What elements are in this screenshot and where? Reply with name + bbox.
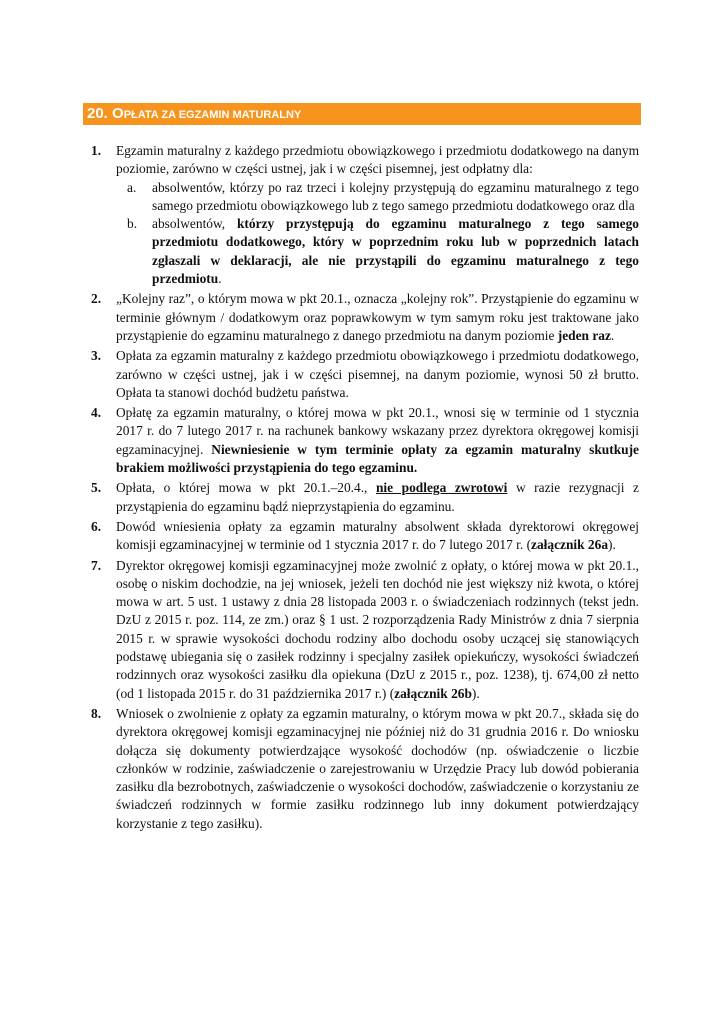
item-number: 4. — [91, 405, 102, 421]
item-number: 6. — [91, 518, 102, 534]
item-body — [116, 142, 639, 288]
sub-item-b — [116, 215, 639, 288]
bold-segment: jeden raz — [557, 327, 611, 343]
item-number: 8. — [91, 705, 102, 721]
text-segment: Opłata, o której mowa w pkt 20.1.–20.4., — [116, 480, 376, 496]
item-body — [116, 404, 639, 477]
text-segment: . — [610, 327, 615, 343]
text-segment: ). — [608, 537, 616, 553]
section-content — [91, 142, 639, 835]
list-item-8 — [91, 705, 639, 833]
item-body — [116, 479, 639, 516]
item-number: 7. — [91, 557, 102, 573]
item-body — [116, 518, 639, 555]
item-body: Opłata za egzamin maturalny z każdego przedmiotu obowiązkowego i przedmiotu dodatkowego, zarówno w części ustnej, jak i w części pisemnej, na danym poziomie, wynosi 50 zł brutto. Opłata ta stanowi dochód budżetu państwa. — [116, 348, 639, 400]
section-number: 20. — [87, 105, 108, 122]
text-segment: Opłatę za egzamin maturalny, o której mowa w pkt 20.1., wnosi się w terminie od 1 stycznia 2017 r. do 7 lutego 2017 r. na rachunek bankowy wskazany przez dyrektora okręgowej komisji egzaminacyjnej. — [116, 405, 639, 457]
sub-item-text: absolwentów, którzy po raz trzeci i kolejny przystępują do egzaminu maturalnego z tego samego przedmiotu obowiązkowego lub z tego samego przedmiotu dodatkowego oraz dla — [152, 179, 639, 213]
item-number: 3. — [91, 348, 102, 364]
text-segment: Dowód wniesienia opłaty za egzamin maturalny absolwent składa dyrektorowi okręgowej komisji egzaminacyjnej w terminie od 1 stycznia 2017 r. do 7 lutego 2017 r. ( — [116, 518, 639, 553]
list-item-6 — [91, 518, 639, 555]
sub-item-a — [116, 179, 639, 216]
bold-segment: którzy przystępują do egzaminu maturalnego z tego samego przedmiotu dodatkowego, który w poprzednim roku lub w poprzednich latach zgłaszali w deklaracji, ale nie przystąpili do egzaminu maturalnego z tego przedmiotu — [152, 216, 639, 287]
list-item-5 — [91, 479, 639, 516]
sub-item-text — [152, 215, 639, 288]
list-item-7 — [91, 557, 639, 703]
item-number: 2. — [91, 291, 102, 307]
text-segment: „Kolejny raz”, o którym mowa w pkt 20.1., oznacza „kolejny rok”. Przystąpienie do egzaminu w terminie głównym / dodatkowym oraz poprawkowym w tym samym roku jest traktowane jako przystąpienie do egzaminu maturalnego z danego przedmiotu na danym poziomie — [116, 291, 639, 343]
item-number: 5. — [91, 480, 102, 496]
section-title-rest: PŁATA ZA EGZAMIN MATURALNY — [123, 109, 302, 121]
section-title-initial: O — [112, 105, 124, 122]
bold-segment: Niewniesienie w tym terminie opłaty za egzamin maturalny skutkuje brakiem możliwości przystąpienia do tego egzaminu. — [116, 441, 640, 476]
bold-segment: załącznik 26a — [531, 537, 609, 553]
sub-item-letter: a. — [127, 179, 137, 195]
section-heading — [83, 103, 641, 125]
text-segment: ). — [471, 685, 480, 701]
text-segment: . — [218, 271, 222, 287]
item-text: Egzamin maturalny z każdego przedmiotu obowiązkowego i przedmiotu dodatkowego na danym poziomie, zarówno w części ustnej, jak i w części pisemnej, jest odpłatny dla: — [116, 143, 639, 177]
list-item-4 — [91, 404, 639, 477]
text-segment: Dyrektor okręgowej komisji egzaminacyjnej może zwolnić z opłaty, o której mowa w pkt 20.1., osobę o niskim dochodzie, na jej wniosek, jeżeli ten dochód nie jest większy niż kwota, o której mowa w art. 5 ust. 1 ustawy z dnia 28 listopada 2003 r. o świadczeniach rodzinnych (tekst jedn. DzU z 2015 r. poz. 114, ze zm.) oraz § 1 ust. 2 rozporządzenia Rady Ministrów z dnia 7 sierpnia 2015 r. w sprawie wysokości dochodu rodziny albo dochodu osoby uczącej się stanowiących podstawę ubiegania się o zasiłek rodzinny i specjalny zasiłek opiekuńczy, wysokości świadczeń rodzinnych oraz wysokości zasiłku dla opiekuna (DzU z 2015 r., poz. 1238), tj. 674,00 zł netto (od 1 listopada 2015 r. do 31 października 2017 r.) ( — [116, 557, 639, 701]
sub-item-letter: b. — [127, 216, 138, 232]
item-body: Wniosek o zwolnienie z opłaty za egzamin maturalny, o którym mowa w pkt 20.7., składa się do dyrektora okręgowej komisji egzaminacyjnej nie później niż do 31 grudnia 2016 r. Do wniosku dołącza się dokumenty potwierdzające wysokość dochodów (np. oświadczenie o liczbie członków w rodzinie, zaświadczenie o zarejestrowaniu w Urzędzie Pracy lub dowód pobierania zasiłku dla bezrobotnych, zaświadczenie o wysokości dochodów, zaświadczenie o korzystaniu ze świadczeń rodzinnych w formie zasiłku rodzinnego lub inny dokument potwierdzający korzystanie z tego zasiłku). — [116, 705, 639, 831]
list-item-1 — [91, 142, 639, 288]
list-item-3 — [91, 347, 639, 402]
item-body — [116, 557, 639, 703]
text-segment: w razie rezygnacji z przystąpienia do egzaminu bądź nieprzystąpienia do egzaminu. — [116, 480, 639, 514]
item-body — [116, 290, 639, 345]
underlined-segment: nie podlega zwrotowi — [375, 480, 508, 496]
list-item-2 — [91, 290, 639, 345]
bold-segment: załącznik 26b — [394, 685, 472, 701]
text-segment: absolwentów, — [152, 216, 237, 232]
item-number: 1. — [91, 143, 102, 158]
